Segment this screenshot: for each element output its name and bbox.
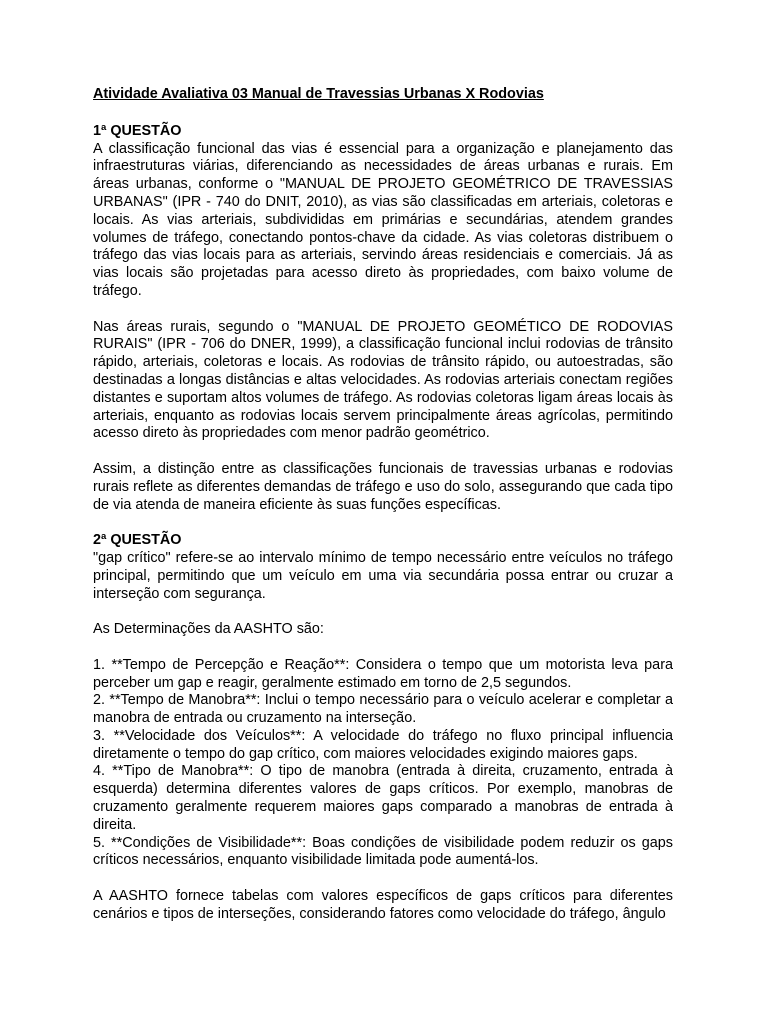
aashto-list (93, 657, 673, 871)
list-item: 2. **Tempo de Manobra**: Inclui o tempo necessário para o veículo acelerar e completar a manobra de entrada ou cruzamento na interseção. (93, 692, 673, 727)
aashto-heading: As Determinações da AASHTO são: (93, 621, 324, 638)
question-1-paragraph-3: Assim, a distinção entre as classificações funcionais de travessias urbanas e rodovias rurais reflete as diferentes demandas de tráfego e uso do solo, assegurando que cada tipo de via atenda de maneira eficiente às suas funções específicas. (93, 460, 673, 513)
list-item: 1. **Tempo de Percepção e Reação**: Considera o tempo que um motorista leva para perceber um gap e reagir, geralmente estimado em torno de 2,5 segundos. (93, 656, 673, 691)
question-1-paragraph-2: Nas áreas rurais, segundo o "MANUAL DE PROJETO GEOMÉTICO DE RODOVIAS RURAIS" (IPR - 706 do DNER, 1999), a classificação funcional inclui rodovias de trânsito rápido, arteriais, coletoras e locais. As rodovias de trânsito rápido, ou autoestradas, são destinadas a longas distâncias e altas velocidades. As rodovias arteriais conectam regiões distantes e suportam altos volumes de tráfego. As rodovias coletoras ligam áreas locais às arteriais, enquanto as rodovias locais servem principalmente áreas agrícolas, permitindo acesso direto às propriedades com menor padrão geométrico. (93, 318, 673, 442)
question-2-heading: 2ª QUESTÃO (93, 532, 182, 549)
question-1-heading: 1ª QUESTÃO (93, 122, 182, 139)
list-item: 4. **Tipo de Manobra**: O tipo de manobra (entrada à direita, cruzamento, entrada à esquerda) determina diferentes valores de gaps críticos. Por exemplo, manobras de cruzamento geralmente requerem maiores gaps comparado a manobras de entrada à direita. (93, 763, 673, 833)
question-2-closing: A AASHTO fornece tabelas com valores específicos de gaps críticos para diferentes cenários e tipos de interseções, considerando fatores como velocidade do tráfego, ângulo (93, 888, 673, 922)
question-2-intro: "gap crítico" refere-se ao intervalo mínimo de tempo necessário entre veículos no tráfego principal, permitindo que um veículo em uma via secundária possa entrar ou cruzar a interseção com segurança. (93, 549, 673, 602)
question-1-paragraph-1: A classificação funcional das vias é essencial para a organização e planejamento das infraestruturas viárias, diferenciando as necessidades de áreas urbanas e rurais. Em áreas urbanas, conforme o "MANUAL DE PROJETO GEOMÉTRICO DE TRAVESSIAS URBANAS" (IPR - 740 do DNIT, 2010), as vias são classificadas em arteriais, coletoras e locais. As vias arteriais, subdivididas em primárias e secundárias, atendem grandes volumes de tráfego, conectando pontos-chave da cidade. As vias coletoras distribuem o tráfego das vias locais para as arteriais, servindo áreas residenciais e comerciais. Já as vias locais são projetadas para acesso direto às propriedades, com baixo volume de tráfego. (93, 140, 673, 299)
document-title: Atividade Avaliativa 03 Manual de Travessias Urbanas X Rodovias (93, 86, 544, 102)
list-item: 3. **Velocidade dos Veículos**: A velocidade do tráfego no fluxo principal influencia diretamente o tempo do gap crítico, com maiores velocidades exigindo maiores gaps. (93, 727, 673, 762)
list-item: 5. **Condições de Visibilidade**: Boas condições de visibilidade podem reduzir os gaps críticos necessários, enquanto visibilidade limitada pode aumentá-los. (93, 834, 673, 869)
document-body (93, 86, 673, 924)
